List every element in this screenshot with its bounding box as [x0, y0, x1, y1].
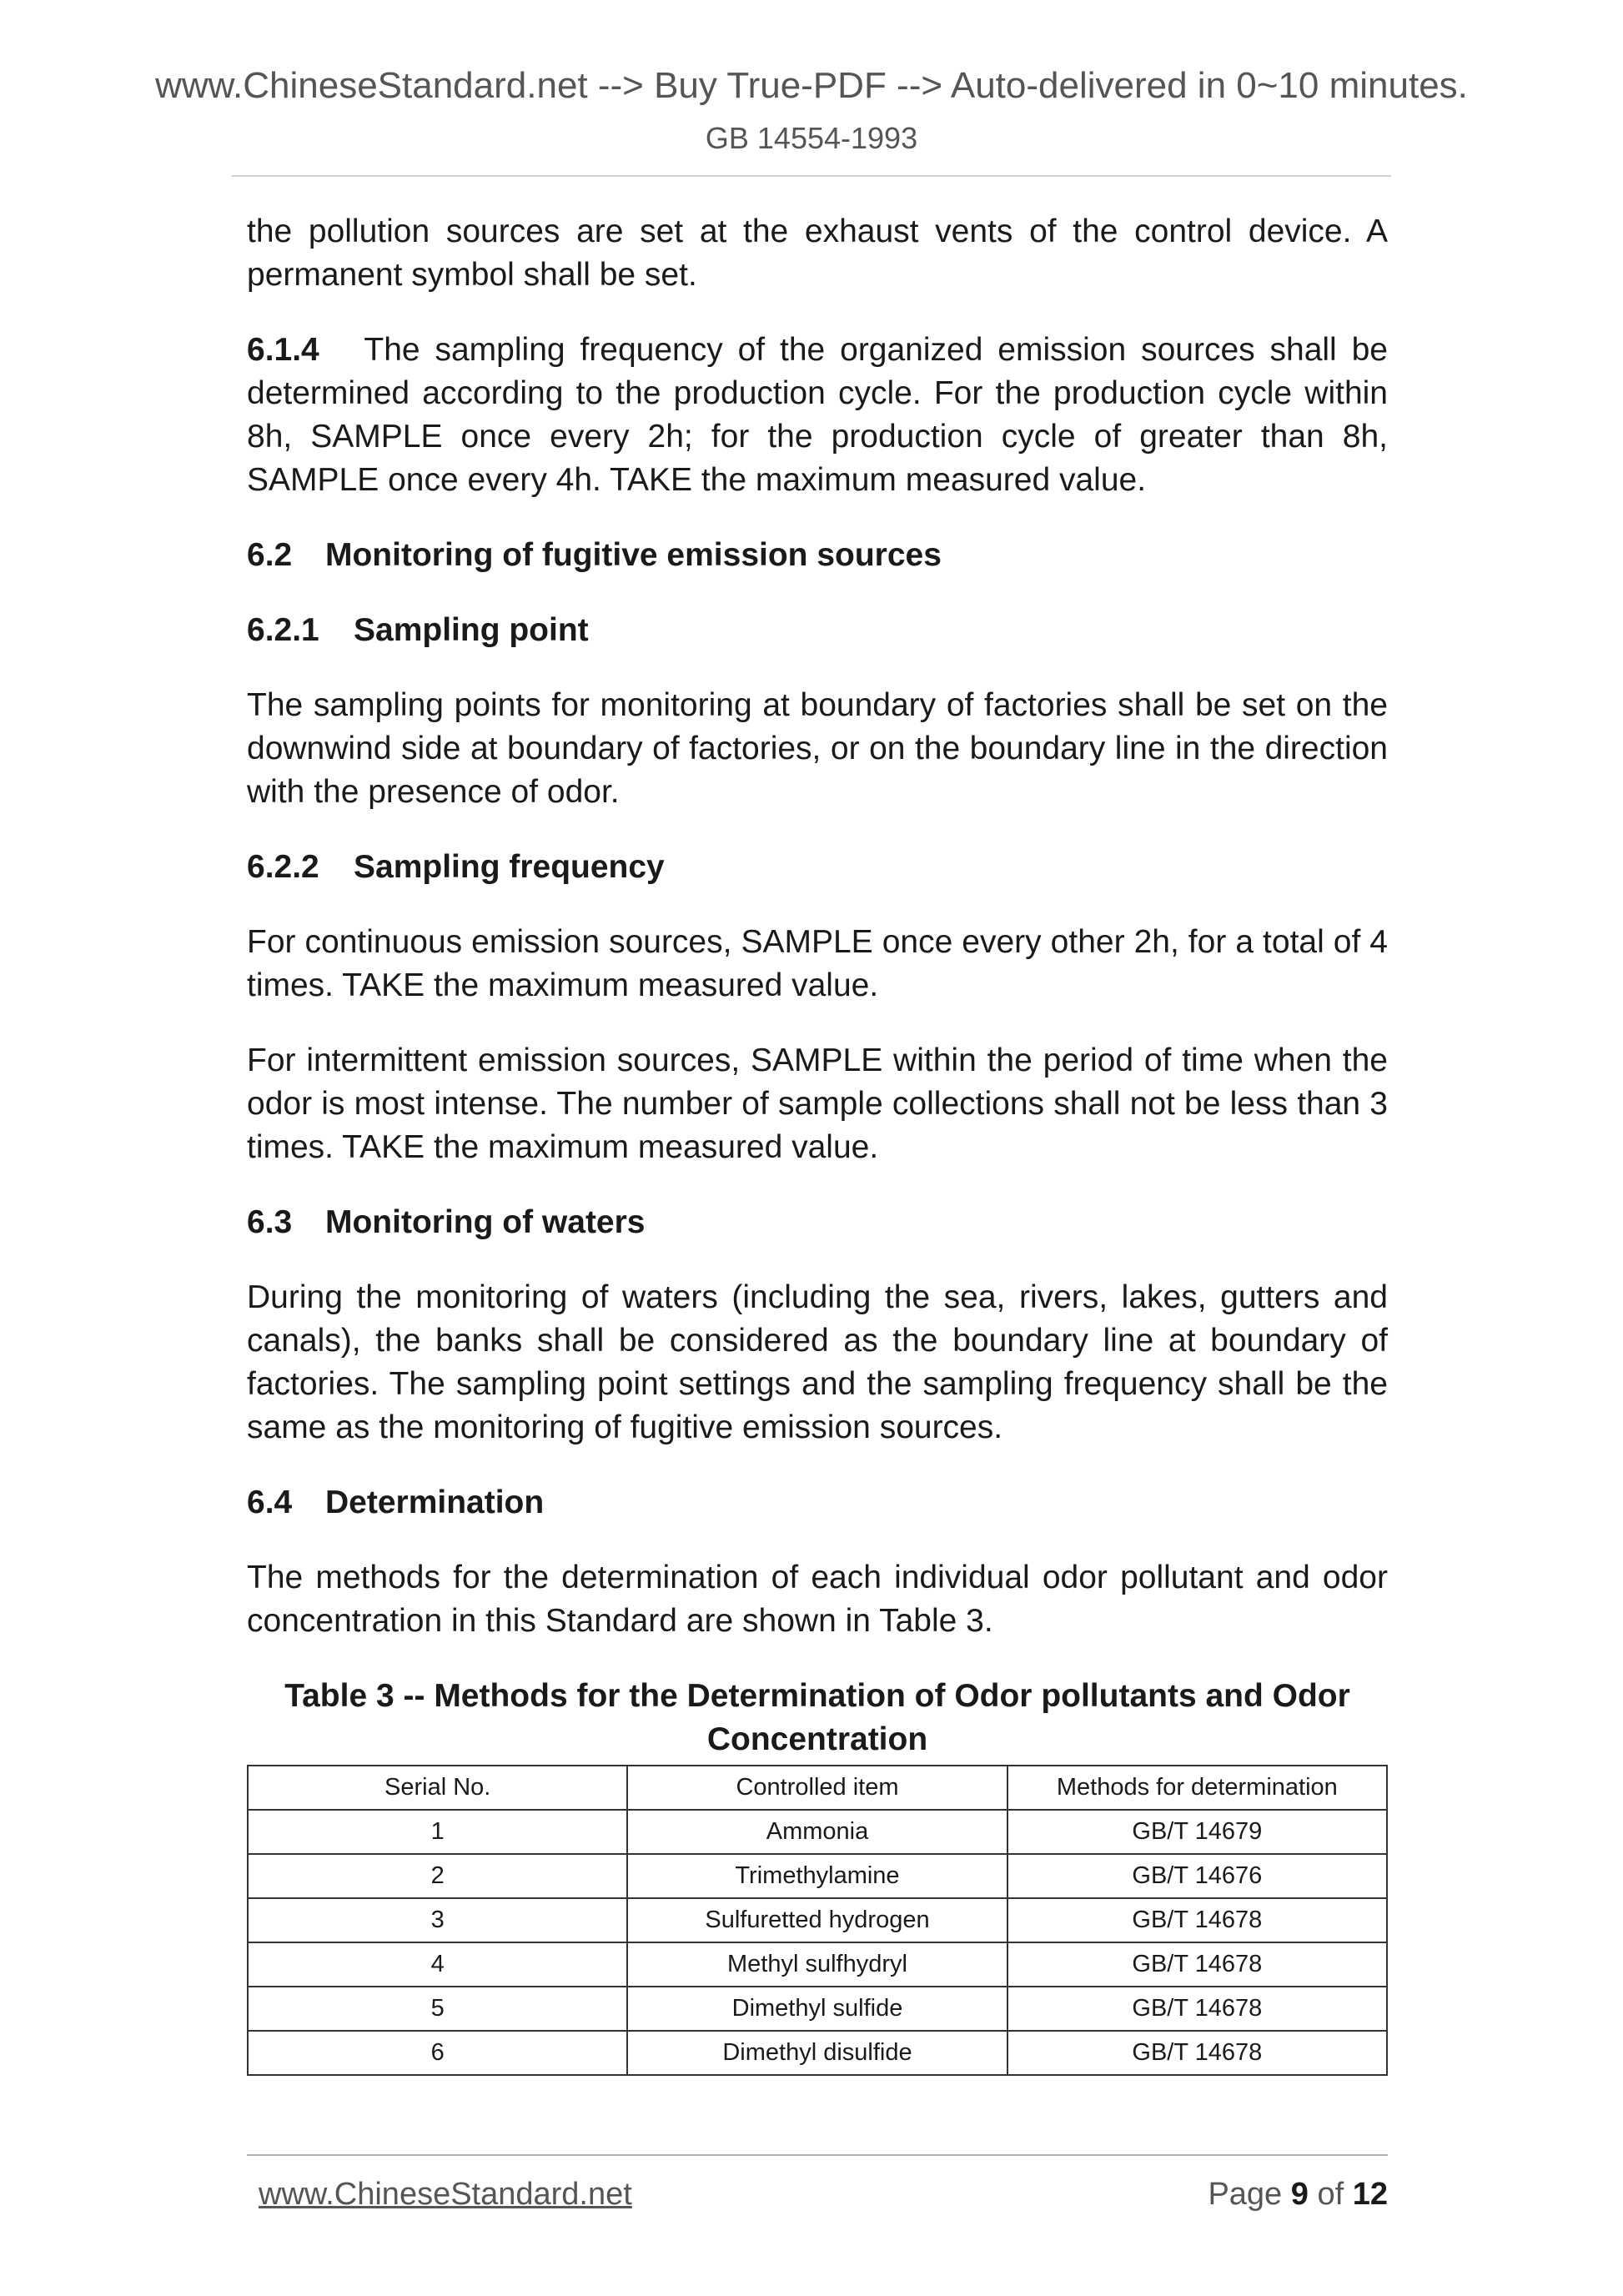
clause-6-1-4 — [247, 329, 1388, 502]
cell-method: GB/T 14678 — [1007, 1942, 1387, 1987]
cell-controlled-item: Trimethylamine — [627, 1854, 1007, 1898]
heading-number: 6.4 — [247, 1485, 293, 1520]
cell-method: GB/T 14678 — [1007, 1898, 1387, 1942]
header-divider — [232, 175, 1391, 177]
paragraph-determination: The methods for the determination of each individual odor pollutant and odor concentration in this Standard are shown in Table 3. — [247, 1560, 1388, 1639]
table-row — [248, 2031, 1387, 2075]
cell-serial-no: 1 — [248, 1810, 627, 1854]
cell-method: GB/T 14678 — [1007, 2031, 1387, 2075]
header-banner-link[interactable]: www.ChineseStandard.net --> Buy True-PDF --> Auto-delivered in 0~10 minutes. — [155, 65, 1468, 106]
heading-number: 6.2.2 — [247, 849, 319, 885]
heading-title: Sampling frequency — [354, 849, 665, 885]
methods-table — [247, 1765, 1388, 2076]
page-current: 9 — [1290, 2177, 1309, 2212]
page-total: 12 — [1352, 2177, 1388, 2212]
cell-method: GB/T 14679 — [1007, 1810, 1387, 1854]
clause-text: The sampling frequency of the organized emission sources shall be determined according to the production cycle. For the production cycle within 8h, SAMPLE once every 2h; for the production cycle of greater than 8h, SAMPLE once every 4h. TAKE the maximum measured value. — [247, 332, 1388, 498]
paragraph-continuous-sources: For continuous emission sources, SAMPLE once every other 2h, for a total of 4 times. TAKE the maximum measured value. — [247, 924, 1388, 1003]
header-serial-no: Serial No. — [248, 1766, 627, 1810]
heading-title: Monitoring of waters — [325, 1204, 646, 1240]
table-row — [248, 1898, 1387, 1942]
footer-site-link[interactable]: www.ChineseStandard.net — [259, 2177, 632, 2212]
page-indicator — [1208, 2177, 1388, 2213]
heading-title: Sampling point — [354, 612, 589, 648]
paragraph-sampling-point: The sampling points for monitoring at boundary of factories shall be set on the downwind side at boundary of factories, or on the boundary line in the direction with the presence of odor. — [247, 687, 1388, 810]
heading-6-2-1 — [247, 609, 1388, 652]
cell-serial-no: 6 — [248, 2031, 627, 2075]
header-controlled-item: Controlled item — [627, 1766, 1007, 1810]
table-row — [248, 1854, 1387, 1898]
heading-number: 6.3 — [247, 1204, 293, 1240]
page-of: of — [1317, 2177, 1344, 2212]
standard-code: GB 14554-1993 — [705, 121, 918, 155]
page-content — [247, 210, 1388, 2076]
cell-serial-no: 3 — [248, 1898, 627, 1942]
table-row — [248, 1987, 1387, 2031]
cell-serial-no: 2 — [248, 1854, 627, 1898]
heading-6-2-2 — [247, 846, 1388, 889]
heading-title: Determination — [325, 1485, 545, 1520]
heading-6-4 — [247, 1481, 1388, 1525]
cell-controlled-item: Sulfuretted hydrogen — [627, 1898, 1007, 1942]
heading-number: 6.2 — [247, 537, 293, 573]
footer-divider — [247, 2154, 1388, 2156]
clause-number: 6.1.4 — [247, 332, 319, 368]
heading-6-2 — [247, 534, 1388, 577]
cell-serial-no: 5 — [248, 1987, 627, 2031]
table-row — [248, 1810, 1387, 1854]
header-methods: Methods for determination — [1007, 1766, 1387, 1810]
table-header-row — [248, 1766, 1387, 1810]
paragraph-intermittent-sources: For intermittent emission sources, SAMPLE within the period of time when the odor is most intense. The number of sample collections shall not be less than 3 times. TAKE the maximum measured value. — [247, 1042, 1388, 1165]
cell-controlled-item: Dimethyl sulfide — [627, 1987, 1007, 2031]
paragraph-continued: the pollution sources are set at the exhaust vents of the control device. A permanent symbol shall be set. — [247, 214, 1388, 293]
heading-6-3 — [247, 1201, 1388, 1244]
page-label: Page — [1208, 2177, 1283, 2212]
paragraph-waters: During the monitoring of waters (including the sea, rivers, lakes, gutters and canals), the banks shall be considered as the boundary line at boundary of factories. The sampling point settings and the sampling frequency shall be the same as the monitoring of fugitive emission sources. — [247, 1279, 1388, 1445]
cell-controlled-item: Dimethyl disulfide — [627, 2031, 1007, 2075]
heading-number: 6.2.1 — [247, 612, 319, 648]
table-row — [248, 1942, 1387, 1987]
heading-title: Monitoring of fugitive emission sources — [325, 537, 942, 573]
cell-method: GB/T 14678 — [1007, 1987, 1387, 2031]
cell-method: GB/T 14676 — [1007, 1854, 1387, 1898]
cell-controlled-item: Ammonia — [627, 1810, 1007, 1854]
table-title-line-1: Table 3 -- Methods for the Determination of Odor pollutants and Odor — [284, 1678, 1350, 1714]
table-title-line-2: Concentration — [706, 1721, 928, 1757]
cell-controlled-item: Methyl sulfhydryl — [627, 1942, 1007, 1987]
table-title — [247, 1675, 1388, 1761]
cell-serial-no: 4 — [248, 1942, 627, 1987]
